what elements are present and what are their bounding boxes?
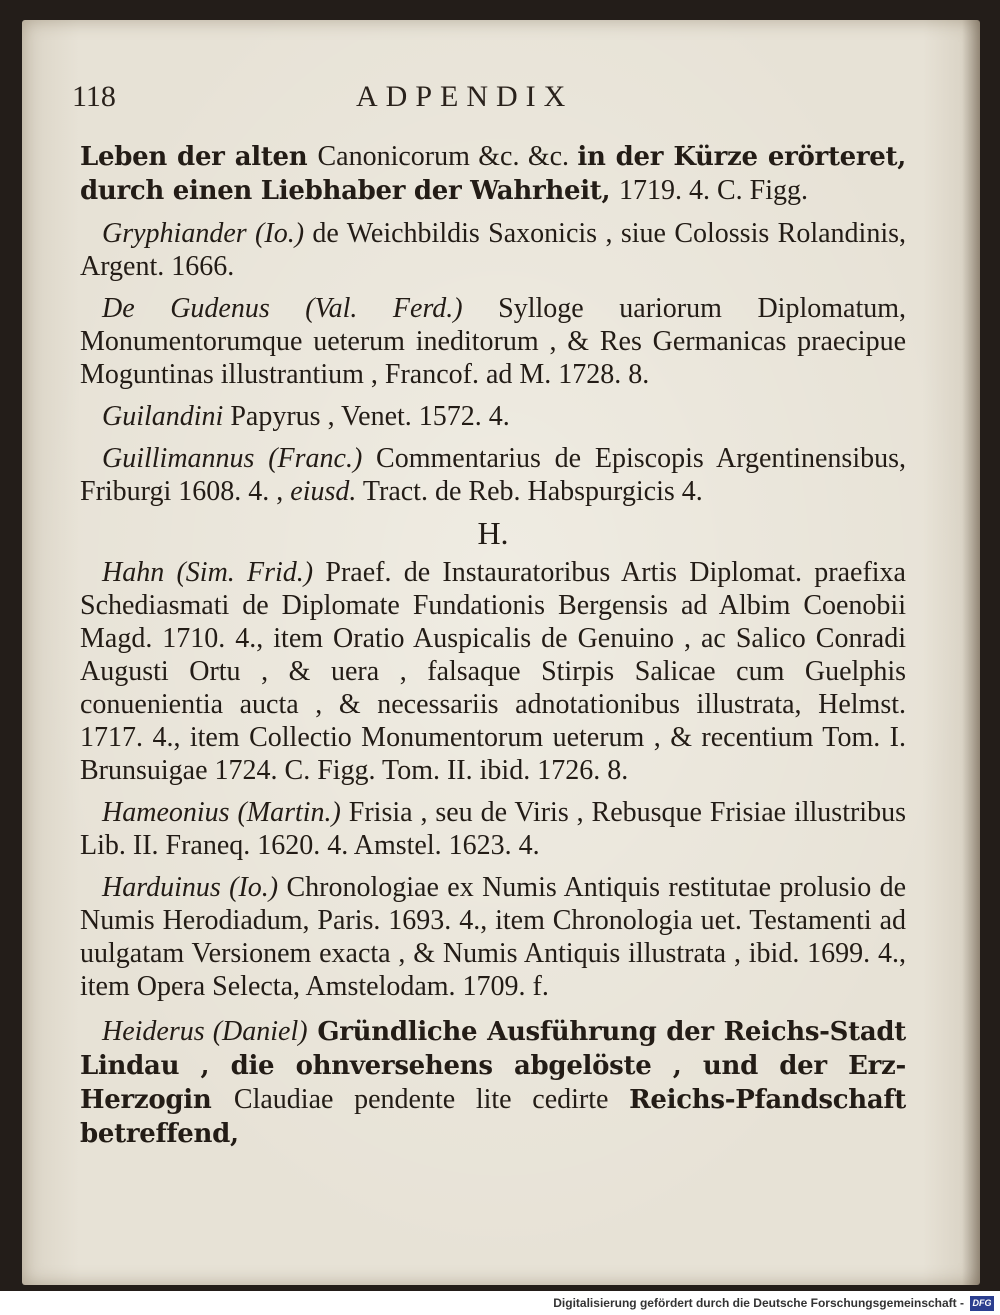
- footer-bar: [0, 1291, 1000, 1315]
- bibliography-entry-harduinus: [80, 871, 906, 1003]
- page-header: [72, 80, 902, 124]
- page-body: [80, 140, 906, 1160]
- entries-h: [80, 556, 906, 1151]
- entry-text: Reichs-Pfandschaft betreffend,: [80, 1085, 906, 1149]
- bibliography-entry-guilandini: [80, 400, 906, 433]
- bibliography-entry-heiderus: [80, 1015, 906, 1151]
- page-number: 118: [72, 80, 116, 113]
- entry-author: Hameonius (Martin.): [102, 797, 341, 828]
- dfg-logo: DFG: [970, 1296, 994, 1311]
- entry-author: Guillimannus (Franc.): [102, 443, 363, 474]
- entry-text: Sylloge uariorum Diplomatum, Monumentorumque ueterum ineditorum , & Res Germanicas praecipue Moguntinas illustrantium , Francof. ad M. 1728. 8.: [80, 293, 906, 390]
- footer-credit: Digitalisierung gefördert durch die Deutsche Forschungsgemeinschaft -: [553, 1296, 964, 1310]
- bibliography-entry-hameonius: [80, 796, 906, 862]
- entry-text: Commentarius de Episcopis Argentinensibus, Friburgi 1608. 4. ,: [80, 443, 906, 507]
- entry-author: Guilandini: [102, 401, 224, 432]
- entry-text: Leben der alten: [80, 142, 318, 172]
- entry-author: Harduinus (Io.): [102, 872, 279, 903]
- bibliography-entry-gudenus: [80, 292, 906, 391]
- entry-author: Gryphiander (Io.): [102, 218, 305, 249]
- entry-text: in der Kürze erörteret, durch einen Liebhaber der Wahrheit,: [80, 142, 906, 206]
- bibliography-entry-gryphiander: [80, 217, 906, 283]
- entry-text: Gründliche Ausführung der Reichs-Stadt Lindau , die ohnversehens abgelöste , und der Erz-Herzogin: [80, 1017, 906, 1115]
- entry-author: eiusd.: [290, 476, 357, 507]
- section-letter: H.: [477, 515, 509, 551]
- entry-text: Tract. de Reb. Habspurgicis 4.: [356, 476, 703, 507]
- entry-text: Chronologiae ex Numis Antiquis restitutae prolusio de Numis Herodiadum, Paris. 1693. 4., item Chronologia uet. Testamenti ad uulgatam Versionem exacta , & Numis Antiquis illustrata , ibid. 1699. 4., item Opera Selecta, Amstelodam. 1709. f.: [80, 872, 906, 1002]
- entry-text: Praef. de Instauratoribus Artis Diplomat. praefixa Schediasmati de Diplomate Fundationis Bergensis ad Albim Coenobii Magd. 1710. 4., item Oratio Auspicalis de Genuino , ac Salico Conradi Augusti Ortu , & uera , falsaque Stirpis Salicae cum Guelphis conuenientia aucta , & necessariis adnotationibus illustrata, Helmst. 1717. 4., item Collectio Monumentorum ueterum , & recentium Tom. I. Brunsuigae 1724. C. Figg. Tom. II. ibid. 1726. 8.: [80, 557, 906, 786]
- entry-author: Heiderus (Daniel): [102, 1016, 308, 1047]
- entry-author: Hahn (Sim. Frid.): [102, 557, 314, 588]
- entry-text: 1719. 4. C. Figg.: [618, 175, 809, 206]
- bibliography-entry-guillimannus: [80, 442, 906, 508]
- gutter-shadow: [962, 20, 980, 1285]
- running-head: ADPENDIX: [356, 80, 574, 113]
- entry-author: De Gudenus (Val. Ferd.): [102, 293, 463, 324]
- entry-text: Papyrus , Venet. 1572. 4.: [223, 401, 510, 432]
- entry-text: Frisia , seu de Viris , Rebusque Frisiae illustribus Lib. II. Franeq. 1620. 4. Amstel. 1623. 4.: [80, 797, 906, 861]
- bibliography-entry-hahn: [80, 556, 906, 787]
- entry-text: Claudiae pendente lite cedirte: [233, 1084, 630, 1115]
- entry-text: de Weichbildis Saxonicis , siue Colossis Rolandinis, Argent. 1666.: [80, 218, 906, 282]
- entry-text: Canonicorum &c. &c.: [317, 141, 578, 172]
- bibliography-entry-continuation: [80, 140, 906, 208]
- entries-g: [80, 140, 906, 508]
